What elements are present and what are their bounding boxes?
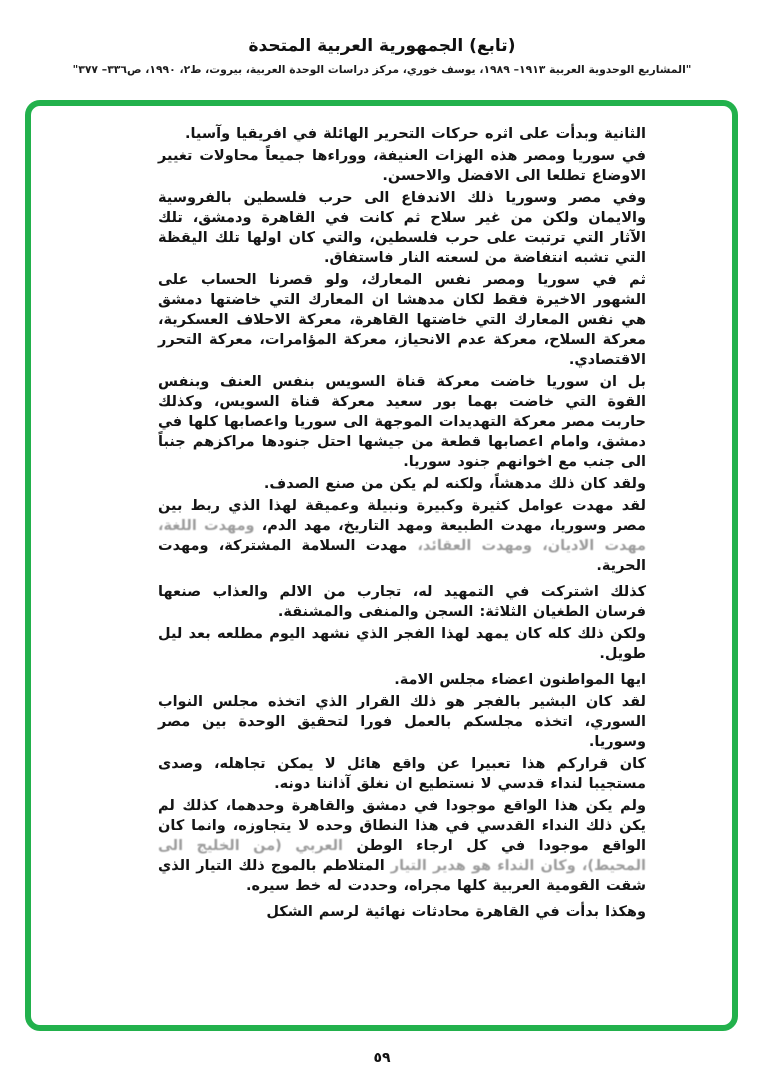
faded-scan-text: العربي (من الخليج الى المحيط)، وكان النداء هو هدير التيار: [158, 838, 646, 874]
paragraph: وفي مصر وسوريا ذلك الاندفاع الى حرب فلسطين بالفروسية والايمان ولكن من غير سلاح ثم كانت في القاهرة ودمشق، تلك الآثار التي ترتبت على حرب فلسطين، والتي كان اولها تلك اليقظة التي تشبه انتفاضة من لسعته النار فاستفاق.: [158, 190, 646, 266]
paragraph: ثم في سوريا ومصر نفس المعارك، ولو قصرنا الحساب على الشهور الاخيرة فقط لكان مدهشا ان المعارك التي خاضتها دمشق هي نفس المعارك التي خاضتها القاهرة، معركة الاحلاف العسكرية، معركة السلاح، معركة عدم الانحياز، معركة المؤامرات، معركة التحرر الاقتصادي.: [158, 272, 646, 368]
paragraph: وهكذا بدأت في القاهرة محادثات نهائية لرسم الشكل: [266, 904, 646, 920]
paragraph: ايها المواطنون اعضاء مجلس الامة.: [394, 672, 646, 688]
paragraph: [158, 496, 646, 576]
page-header: [0, 36, 764, 76]
paragraph: لقد كان البشير بالفجر هو ذلك القرار الذي اتخذه مجلس النواب السوري، اتخذه مجلسكم بالعمل فورا لتحقيق الوحدة بين مصر وسوريا.: [158, 694, 646, 750]
paragraph: الثانية وبدأت على اثره حركات التحرير الهائلة في افريقيا وآسيا.: [184, 126, 646, 142]
paragraph-text: المتلاطم بالموج ذلك التيار الذي شقت القومية العربية كلها مجراه، وحددت له خط سيره.: [158, 858, 646, 894]
paragraph-text: مهدت السلامة المشتركة، ومهدت الحرية.: [158, 538, 646, 574]
source-citation: "المشاريع الوحدوية العربية ١٩١٣– ١٩٨٩، يوسف خوري، مركز دراسات الوحدة العربية، بيروت، ط٢، ١٩٩٠، ص٣٣٦– ٣٧٧": [72, 63, 692, 76]
paragraph: ولقد كان ذلك مدهشاً، ولكنه لم يكن من صنع الصدف.: [263, 476, 646, 492]
paragraph: كان قراركم هذا تعبيرا عن واقع هائل لا يمكن تجاهله، وصدى مستجيبا لنداء قدسي لا نستطيع ان نغلق آذاننا دونه.: [158, 756, 646, 792]
body-text: [158, 124, 646, 924]
page-number: ٥٩: [373, 1050, 391, 1066]
paragraph-text: لقد مهدت عوامل كثيرة وكبيرة ونبيلة وعميقة لهذا الذي ربط بين مصر وسوريا، مهدت الطبيعة ومهد التاريخ، مهد الدم،: [158, 498, 646, 534]
paragraph: بل ان سوريا خاضت معركة قناة السويس بنفس العنف وبنفس القوة التي خاضت بهما بور سعيد معركة قناة السويس، وكذلك حاربت مصر معركة التهديدات الموجهة الى سوريا واعصابها كلها في دمشق، وامام اعصابها قطعة من جيشها احتل جنودها مراكزهم جنباً الى جنب مع اخوانهم جنود سوريا.: [158, 374, 646, 470]
paragraph: [158, 796, 646, 896]
paragraph-text: ولم يكن هذا الواقع موجودا في دمشق والقاهرة وحدهما، كذلك لم يكن ذلك النداء القدسي في هذا النطاق وحده لا يتجاوزه، وانما كان الواقع موجودا في كل ارجاء الوطن: [158, 798, 646, 854]
faded-scan-text: ومهدت اللغة، مهدت الاديان، ومهدت العقائد،: [158, 518, 646, 554]
paragraph: كذلك اشتركت في التمهيد له، تجارب من الالم والعذاب صنعها فرسان الطغيان الثلاثة: السجن والمنفى والمشنقة.: [158, 584, 646, 620]
paragraph: في سوريا ومصر هذه الهزات العنيفة، ووراءها جميعاً محاولات تغيير الاوضاع تطلعا الى الافضل والاحسن.: [158, 148, 646, 184]
page-title: (تابع) الجمهورية العربية المتحدة: [248, 36, 516, 56]
paragraph: ولكن ذلك كله كان يمهد لهذا الفجر الذي نشهد اليوم مطلعه بعد ليل طويل.: [158, 626, 646, 662]
